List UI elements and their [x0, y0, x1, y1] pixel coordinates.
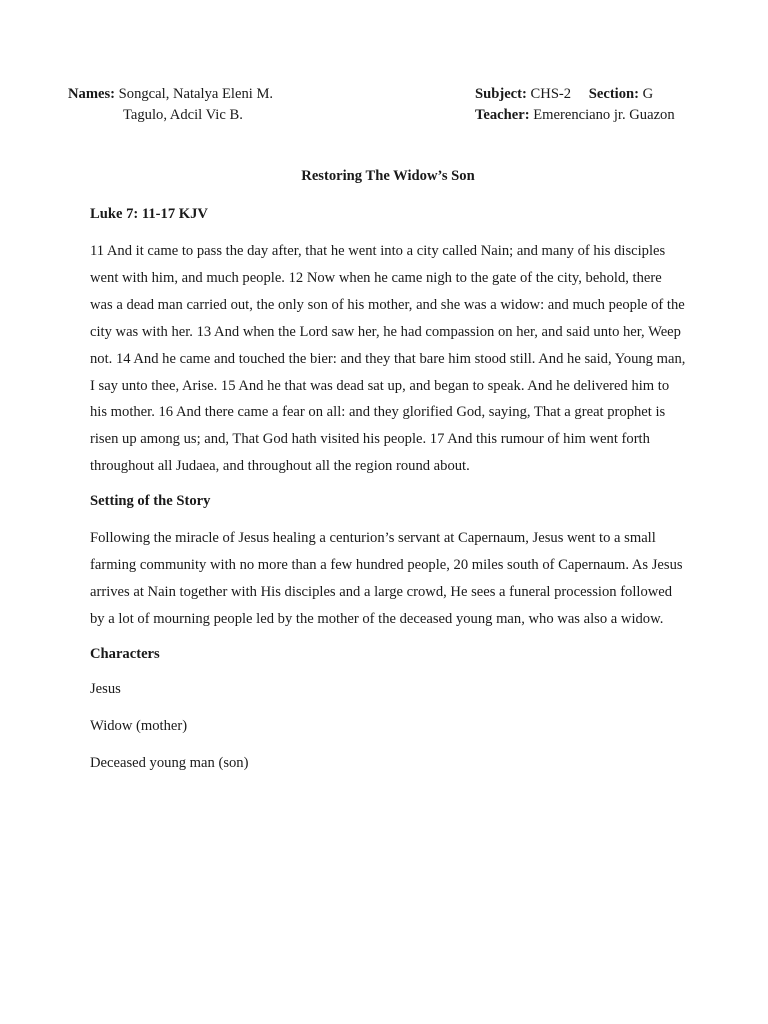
document-body — [90, 203, 686, 789]
character-item: Jesus — [90, 680, 121, 697]
names-label: Names: — [68, 86, 116, 102]
character-item: Deceased young man (son) — [90, 754, 249, 771]
document-title: Restoring The Widow’s Son — [301, 168, 475, 184]
scripture-heading: Luke 7: 11-17 KJV — [90, 206, 208, 222]
section-label: Section: — [588, 86, 640, 102]
name-2: Tagulo, Adcil Vic B. — [123, 107, 243, 123]
names-block — [68, 84, 448, 126]
character-item: Widow (mother) — [90, 717, 188, 734]
teacher-value: Emerenciano jr. Guazon — [533, 107, 675, 123]
teacher-label: Teacher: — [475, 107, 530, 123]
subject-label: Subject: — [475, 86, 527, 102]
course-block — [475, 84, 715, 126]
document-header — [68, 84, 708, 128]
setting-text: Following the miracle of Jesus healing a centurion’s servant at Capernaum, Jesus went to a small farming community with no more than a few hundred people, 20 miles south of Capernaum. As Jesus arrives at Nain together with His disciples and a large crowd, He sees a funeral procession followed by a lot of mourning people led by the mother of the deceased young man, who was also a widow. — [90, 530, 683, 627]
name-1: Songcal, Natalya Eleni M. — [118, 86, 274, 102]
setting-heading: Setting of the Story — [90, 493, 211, 510]
characters-heading: Characters — [90, 645, 160, 662]
section-value: G — [642, 86, 654, 102]
scripture-text: 11 And it came to pass the day after, that he went into a city called Nain; and many of his disciples went with him, and much people. 12 Now when he came nigh to the gate of the city, behold, there was a dead man carried out, the only son of his mother, and she was a widow: and much people of the city was with her. 13 And when the Lord saw her, he had compassion on her, and said unto her, Weep not. 14 And he came and touched the bier: and they that bare him stood still. And he said, Young man, I say unto thee, Arise. 15 And he that was dead sat up, and began to speak. And he delivered him to his mother. 16 And there came a fear on all: and they glorified God, saying, That a great prophet is risen up among us; and, That God hath visited his people. 17 And this rumour of him went forth throughout all Judaea, and throughout all the region round about. — [90, 243, 686, 475]
subject-value: CHS-2 — [530, 86, 572, 102]
